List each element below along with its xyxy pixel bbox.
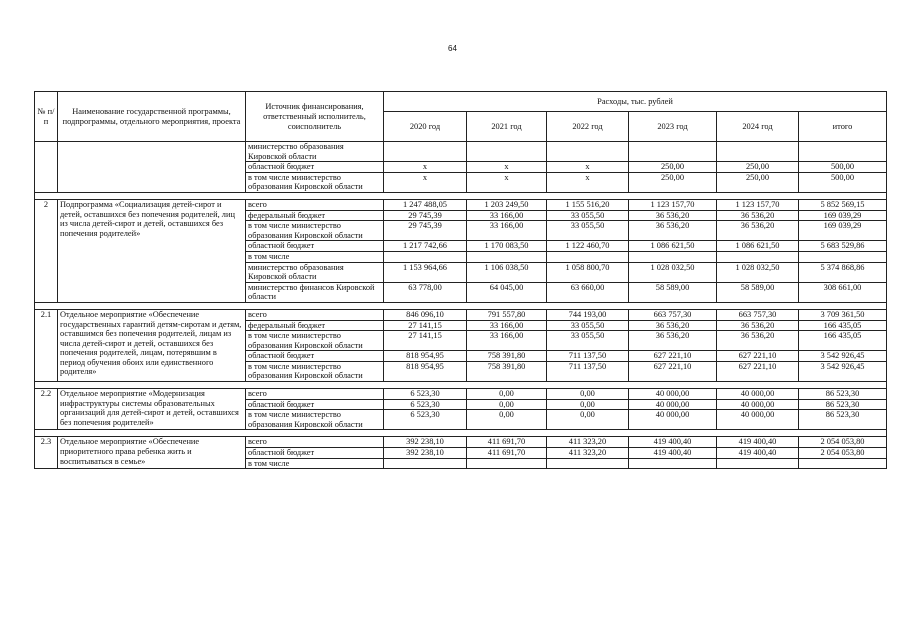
header-name: Наименование государственной программы, подпрограммы, отдельного мероприятия, проекта (58, 92, 246, 142)
year-value-cell: 33 166,00 (467, 320, 547, 331)
year-value-cell: 0,00 (467, 410, 547, 430)
year-value-cell: 63 778,00 (384, 282, 467, 302)
year-value-cell: 36 536,20 (629, 331, 717, 351)
year-value-cell: 818 954,95 (384, 351, 467, 362)
total-cell: 166 435,05 (799, 320, 887, 331)
year-value-cell: 1 217 742,66 (384, 241, 467, 252)
year-value-cell (547, 142, 629, 162)
year-value-cell (467, 142, 547, 162)
year-value-cell: 36 536,20 (717, 210, 799, 221)
year-value-cell: 1 086 621,50 (717, 241, 799, 252)
total-cell: 86 523,30 (799, 399, 887, 410)
year-value-cell: 0,00 (547, 389, 629, 400)
year-value-cell (717, 458, 799, 469)
funding-source: в том числе министерство образования Кировской области (246, 410, 384, 430)
section-gap (35, 192, 887, 199)
year-value-cell: 758 391,80 (467, 361, 547, 381)
year-value-cell (384, 458, 467, 469)
funding-source: в том числе (246, 251, 384, 262)
total-cell: 86 523,30 (799, 389, 887, 400)
total-cell (799, 142, 887, 162)
year-value-cell: 36 536,20 (629, 221, 717, 241)
program-name: Отдельное мероприятие «Обеспечение государственных гарантий детям-сиротам и детям, оставшимся без попечения родителей, лицам из числа детей-сирот и детей, оставшихся без попечения родителей, лицам, потерявшим в период обучения обоих или единственного родителя» (58, 309, 246, 381)
program-name: Отдельное мероприятие «Модернизация инфраструктуры системы образовательных организаций для детей-сирот и детей, оставшихся без попечения родителей» (58, 389, 246, 430)
program-name: Отдельное мероприятие «Обеспечение приоритетного права ребенка жить и воспитываться в семье» (58, 437, 246, 469)
year-value-cell (629, 142, 717, 162)
year-value-cell: 758 391,80 (467, 351, 547, 362)
year-value-cell: 711 137,50 (547, 351, 629, 362)
year-value-cell: 1 058 800,70 (547, 262, 629, 282)
year-value-cell: 29 745,39 (384, 221, 467, 241)
year-value-cell: 419 400,40 (717, 437, 799, 448)
year-value-cell: 58 589,00 (717, 282, 799, 302)
program-name: Подпрограмма «Социализация детей-сирот и детей, оставшихся без попечения родителей, лиц из числа детей-сирот и детей, оставшихся без попечения родителей» (58, 199, 246, 302)
year-value-cell (629, 251, 717, 262)
funding-source: в том числе министерство образования Кировской области (246, 221, 384, 241)
total-cell: 500,00 (799, 162, 887, 173)
funding-source: областной бюджет (246, 448, 384, 459)
funding-source: всего (246, 309, 384, 320)
year-value-cell: 40 000,00 (629, 410, 717, 430)
year-value-cell: 33 166,00 (467, 221, 547, 241)
total-cell: 2 054 053,80 (799, 437, 887, 448)
total-cell: 5 374 868,86 (799, 262, 887, 282)
year-value-cell: 1 247 488,05 (384, 199, 467, 210)
year-value-cell: 627 221,10 (629, 351, 717, 362)
year-value-cell: 627 221,10 (629, 361, 717, 381)
total-cell: 3 709 361,50 (799, 309, 887, 320)
year-value-cell: 64 045,00 (467, 282, 547, 302)
funding-source: в том числе министерство образования Кировской области (246, 361, 384, 381)
year-value-cell: 1 123 157,70 (629, 199, 717, 210)
header-year: 2022 год (547, 112, 629, 142)
year-value-cell: х (384, 162, 467, 173)
year-value-cell: 250,00 (717, 162, 799, 173)
total-cell: 169 039,29 (799, 221, 887, 241)
total-cell: 166 435,05 (799, 331, 887, 351)
total-cell: 2 054 053,80 (799, 448, 887, 459)
year-value-cell: 1 028 032,50 (629, 262, 717, 282)
year-value-cell: 0,00 (547, 399, 629, 410)
header-no: № п/п (35, 92, 58, 142)
year-value-cell: 29 745,39 (384, 210, 467, 221)
section-gap (35, 382, 887, 389)
year-value-cell: 40 000,00 (629, 399, 717, 410)
year-value-cell: 411 323,20 (547, 437, 629, 448)
funding-source: в том числе министерство образования Кировской области (246, 172, 384, 192)
year-value-cell: 250,00 (629, 162, 717, 173)
section-gap (35, 430, 887, 437)
year-value-cell: 1 203 249,50 (467, 199, 547, 210)
year-value-cell: 419 400,40 (629, 437, 717, 448)
year-value-cell: 40 000,00 (717, 399, 799, 410)
table-row (35, 199, 887, 210)
year-value-cell: х (547, 162, 629, 173)
year-value-cell: 1 086 621,50 (629, 241, 717, 252)
year-value-cell: 1 155 516,20 (547, 199, 629, 210)
funding-source: министерство образования Кировской области (246, 262, 384, 282)
year-value-cell (384, 142, 467, 162)
table-row (35, 389, 887, 400)
row-number (35, 142, 58, 193)
year-value-cell: 1 123 157,70 (717, 199, 799, 210)
table-row (35, 309, 887, 320)
funding-source: в том числе министерство образования Кировской области (246, 331, 384, 351)
year-value-cell: 250,00 (629, 172, 717, 192)
year-value-cell: 6 523,30 (384, 410, 467, 430)
row-number: 2.2 (35, 389, 58, 430)
year-value-cell: 40 000,00 (717, 410, 799, 430)
year-value-cell: 58 589,00 (629, 282, 717, 302)
header-expenses: Расходы, тыс. рублей (384, 92, 887, 112)
funding-source: всего (246, 199, 384, 210)
row-number: 2 (35, 199, 58, 302)
header-source: Источник финансирования, ответственный исполнитель, соисполнитель (246, 92, 384, 142)
total-cell (799, 458, 887, 469)
funding-source: федеральный бюджет (246, 320, 384, 331)
year-value-cell: х (467, 162, 547, 173)
year-value-cell: 411 323,20 (547, 448, 629, 459)
year-value-cell: 419 400,40 (717, 448, 799, 459)
header-year: 2020 год (384, 112, 467, 142)
year-value-cell: 0,00 (467, 389, 547, 400)
row-number: 2.1 (35, 309, 58, 381)
total-cell: 5 683 529,86 (799, 241, 887, 252)
year-value-cell: 0,00 (467, 399, 547, 410)
year-value-cell (717, 142, 799, 162)
funding-source: областной бюджет (246, 241, 384, 252)
year-value-cell: 1 106 038,50 (467, 262, 547, 282)
year-value-cell: 40 000,00 (717, 389, 799, 400)
year-value-cell (629, 458, 717, 469)
year-value-cell: 27 141,15 (384, 320, 467, 331)
year-value-cell: х (467, 172, 547, 192)
year-value-cell: 392 238,10 (384, 448, 467, 459)
year-value-cell (547, 251, 629, 262)
year-value-cell: 6 523,30 (384, 389, 467, 400)
year-value-cell (467, 251, 547, 262)
year-value-cell: 744 193,00 (547, 309, 629, 320)
funding-source: министерство финансов Кировской области (246, 282, 384, 302)
total-cell: 3 542 926,45 (799, 351, 887, 362)
year-value-cell: 411 691,70 (467, 437, 547, 448)
year-value-cell: 36 536,20 (717, 221, 799, 241)
year-value-cell (717, 251, 799, 262)
year-value-cell: 1 153 964,66 (384, 262, 467, 282)
funding-source: областной бюджет (246, 162, 384, 173)
year-value-cell (547, 458, 629, 469)
year-value-cell: 36 536,20 (629, 210, 717, 221)
year-value-cell: 818 954,95 (384, 361, 467, 381)
total-cell: 169 039,29 (799, 210, 887, 221)
page-number: 64 (448, 44, 457, 53)
year-value-cell: х (547, 172, 629, 192)
year-value-cell: 411 691,70 (467, 448, 547, 459)
year-value-cell: 663 757,30 (717, 309, 799, 320)
year-value-cell: 663 757,30 (629, 309, 717, 320)
funding-source: в том числе (246, 458, 384, 469)
year-value-cell: 33 166,00 (467, 331, 547, 351)
year-value-cell: 33 055,50 (547, 221, 629, 241)
funding-source: всего (246, 389, 384, 400)
year-value-cell: 627 221,10 (717, 351, 799, 362)
header-year: 2023 год (629, 112, 717, 142)
year-value-cell: 1 122 460,70 (547, 241, 629, 252)
year-value-cell: 33 166,00 (467, 210, 547, 221)
funding-source: областной бюджет (246, 351, 384, 362)
total-cell: 3 542 926,45 (799, 361, 887, 381)
header-year: 2021 год (467, 112, 547, 142)
year-value-cell: х (384, 172, 467, 192)
year-value-cell: 36 536,20 (717, 331, 799, 351)
program-name (58, 142, 246, 193)
total-cell: 500,00 (799, 172, 887, 192)
table-row (35, 437, 887, 448)
year-value-cell: 6 523,30 (384, 399, 467, 410)
total-cell (799, 251, 887, 262)
header-total: итого (799, 112, 887, 142)
year-value-cell: 36 536,20 (629, 320, 717, 331)
year-value-cell: 33 055,50 (547, 210, 629, 221)
total-cell: 86 523,30 (799, 410, 887, 430)
year-value-cell: 846 096,10 (384, 309, 467, 320)
year-value-cell (467, 458, 547, 469)
expenses-table (34, 91, 887, 469)
row-number: 2.3 (35, 437, 58, 469)
year-value-cell: 27 141,15 (384, 331, 467, 351)
year-value-cell: 1 170 083,50 (467, 241, 547, 252)
year-value-cell: 33 055,50 (547, 320, 629, 331)
year-value-cell: 627 221,10 (717, 361, 799, 381)
total-cell: 5 852 569,15 (799, 199, 887, 210)
funding-source: министерство образования Кировской области (246, 142, 384, 162)
year-value-cell: 419 400,40 (629, 448, 717, 459)
year-value-cell: 36 536,20 (717, 320, 799, 331)
year-value-cell: 40 000,00 (629, 389, 717, 400)
section-gap (35, 302, 887, 309)
table-row (35, 142, 887, 162)
year-value-cell: 0,00 (547, 410, 629, 430)
year-value-cell: 250,00 (717, 172, 799, 192)
header-year: 2024 год (717, 112, 799, 142)
year-value-cell: 1 028 032,50 (717, 262, 799, 282)
funding-source: всего (246, 437, 384, 448)
year-value-cell: 392 238,10 (384, 437, 467, 448)
table-body (35, 142, 887, 469)
year-value-cell (384, 251, 467, 262)
total-cell: 308 661,00 (799, 282, 887, 302)
funding-source: федеральный бюджет (246, 210, 384, 221)
year-value-cell: 711 137,50 (547, 361, 629, 381)
funding-source: областной бюджет (246, 399, 384, 410)
year-value-cell: 791 557,80 (467, 309, 547, 320)
year-value-cell: 33 055,50 (547, 331, 629, 351)
year-value-cell: 63 660,00 (547, 282, 629, 302)
